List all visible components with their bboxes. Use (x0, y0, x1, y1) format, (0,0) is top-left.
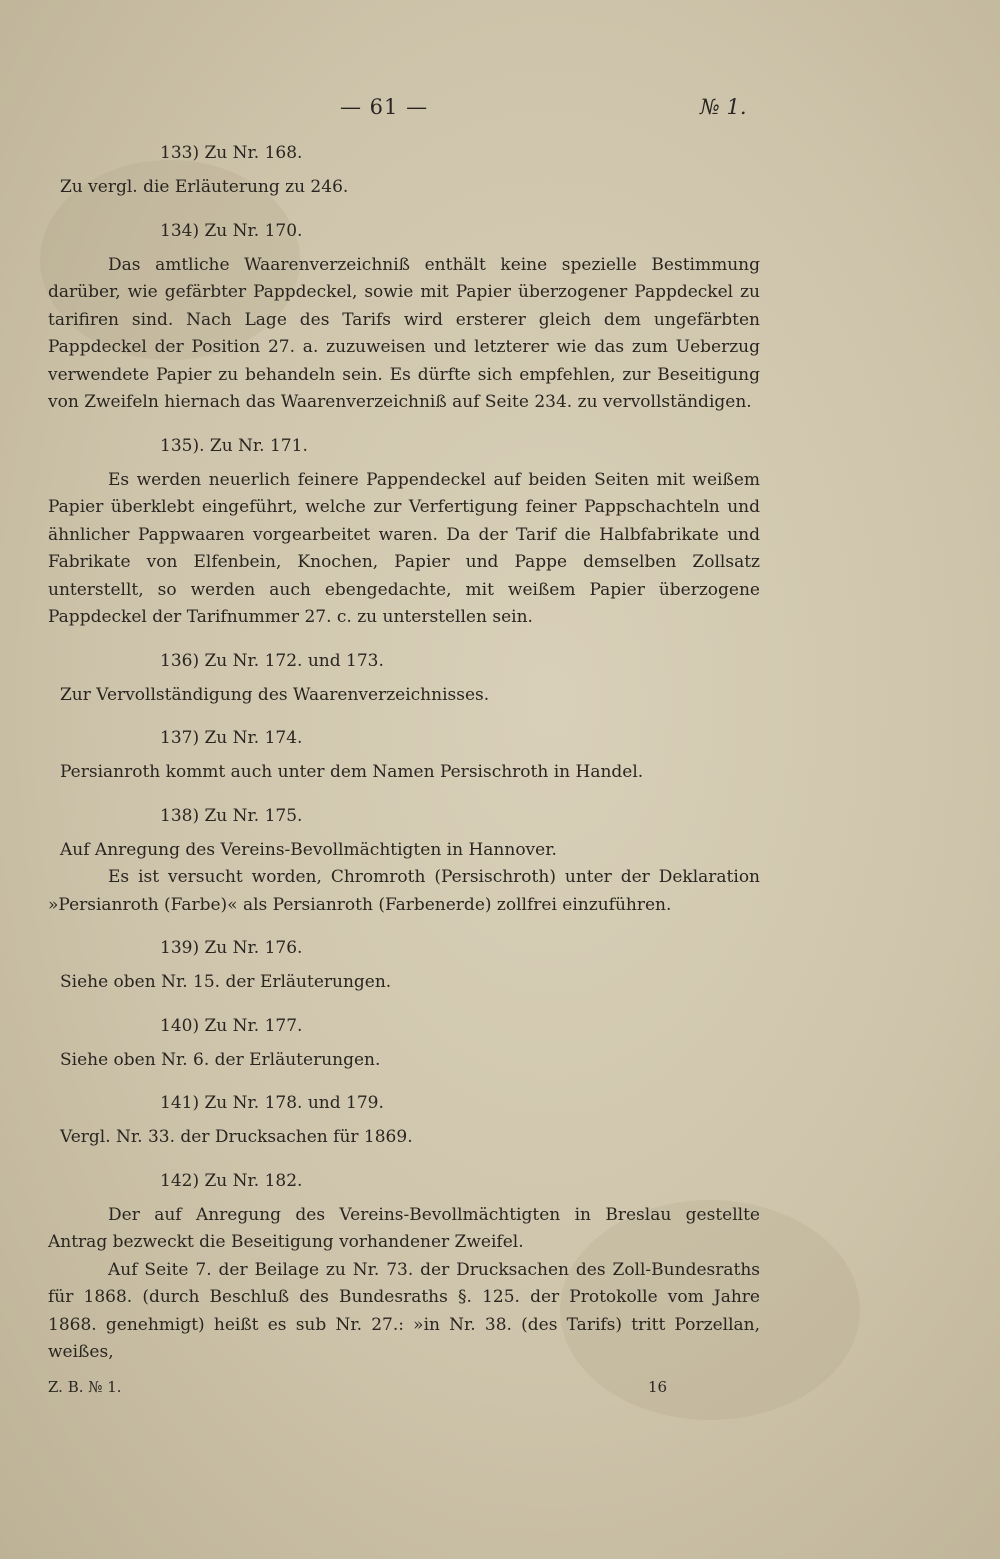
footer-sheet-number: 16 (648, 1378, 668, 1396)
section-135 (48, 431, 760, 632)
section-paragraph: Persianroth kommt auch unter dem Namen Persischroth in Handel. (60, 762, 644, 782)
section-heading: 141) Zu Nr. 178. und 179. (160, 1093, 384, 1113)
section-paragraph: Siehe oben Nr. 15. der Erläuterungen. (60, 972, 392, 992)
sheet-mark: № 1. (700, 95, 747, 119)
section-heading: 133) Zu Nr. 168. (160, 143, 303, 163)
section-paragraph: Zur Vervollständigung des Waarenverzeichnisses. (60, 684, 490, 705)
section-134 (48, 216, 760, 417)
section-138 (48, 801, 760, 920)
section-heading: 139) Zu Nr. 176. (160, 938, 303, 958)
page-body (48, 138, 760, 1367)
section-paragraph: Zu vergl. die Erläuterung zu 246. (60, 177, 349, 197)
section-paragraph: Das amtliche Waarenverzeichniß enthält keine spezielle Bestimmung darüber, wie gefärbter Pappdeckel, sowie mit Papier überzogener Pappdeckel zu tarifiren sind. Nach Lage des Tarifs wird ersterer gleich dem ungefärbten Pappdeckel der Position 27. a. zuzuweisen und letzterer wie das zum Ueberzug verwendete Papier zu behandeln sein. Es dürfte sich empfehlen, zur Beseitigung von Zweifeln hiernach das Waarenverzeichniß auf Seite 234. zu vervollständigen. (48, 254, 760, 412)
section-139 (48, 933, 760, 997)
page-header (0, 95, 1000, 125)
section-paragraph: Auf Anregung des Vereins-Bevollmächtigten in Hannover. (60, 839, 557, 860)
section-heading: 136) Zu Nr. 172. und 173. (160, 650, 384, 671)
section-heading: 135). Zu Nr. 171. (160, 435, 308, 456)
section-paragraph: Vergl. Nr. 33. der Drucksachen für 1869. (60, 1127, 413, 1147)
section-paragraph: Auf Seite 7. der Beilage zu Nr. 73. der Drucksachen des Zoll-Bundesraths für 1868. (durch Beschluß des Bundesraths §. 125. der Protokolle vom Jahre 1868. genehmigt) heißt es sub Nr. 27.: »in Nr. 38. (des Tarifs) tritt Porzellan, weißes, (48, 1259, 760, 1362)
section-heading: 138) Zu Nr. 175. (160, 805, 303, 826)
section-paragraph: Der auf Anregung des Vereins-Bevollmächtigten in Breslau gestellte Antrag bezweckt die Beseitigung vorhandener Zweifel. (48, 1204, 760, 1252)
section-heading: 140) Zu Nr. 177. (160, 1015, 303, 1036)
section-137 (48, 723, 760, 787)
section-133 (48, 138, 760, 202)
section-140 (48, 1011, 760, 1075)
section-heading: 142) Zu Nr. 182. (160, 1170, 303, 1191)
section-paragraph: Siehe oben Nr. 6. der Erläuterungen. (60, 1049, 381, 1070)
section-142 (48, 1166, 760, 1367)
section-136 (48, 646, 760, 710)
section-paragraph: Es ist versucht worden, Chromroth (Persischroth) unter der Deklaration »Persianroth (Farbe)« als Persianroth (Farbenerde) zollfrei einzuführen. (48, 867, 760, 915)
section-heading: 134) Zu Nr. 170. (160, 220, 303, 241)
section-paragraph: Es werden neuerlich feinere Pappendeckel auf beiden Seiten mit weißem Papier überklebt eingeführt, welche zur Verfertigung feiner Pappschachteln und ähnlicher Pappwaaren vorgearbeitet waren. Da der Tarif die Halbfabrikate und Fabrikate von Elfenbein, Knochen, Papier und Pappe demselben Zollsatz unterstellt, so werden auch ebengedachte, mit weißem Papier überzogene Pappdeckel der Tarifnummer 27. c. zu unterstellen sein. (48, 469, 760, 627)
footer-signature: Z. B. № 1. (48, 1378, 122, 1396)
section-141 (48, 1088, 760, 1152)
page-footer (48, 1378, 760, 1402)
page-number: — 61 — (340, 95, 429, 119)
section-heading: 137) Zu Nr. 174. (160, 728, 303, 748)
